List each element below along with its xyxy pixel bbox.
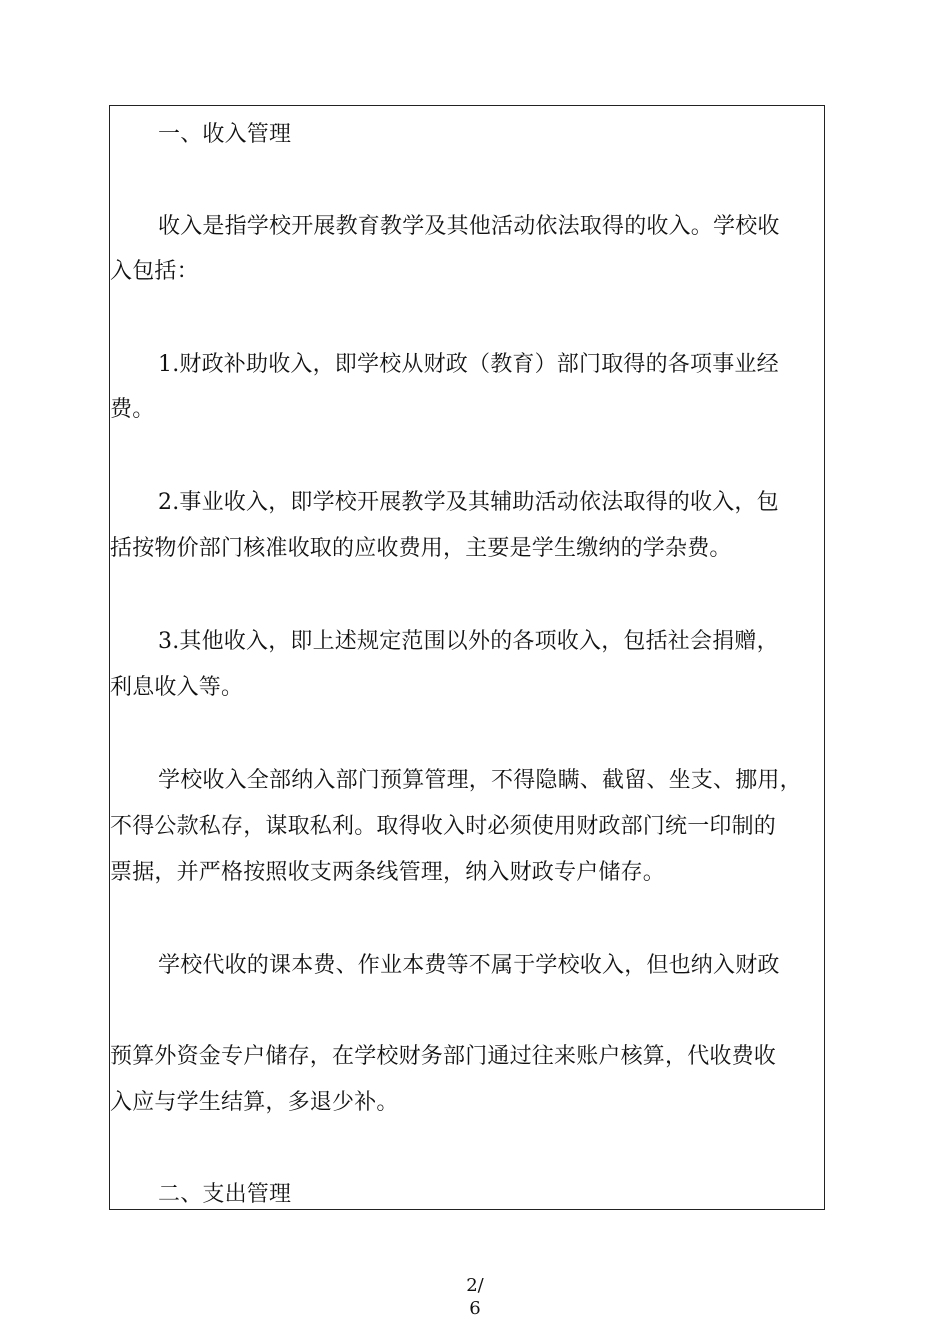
heading-income-management: 一、收入管理 bbox=[158, 122, 292, 147]
paragraph-line: 括按物价部门核准收取的应收费用，主要是学生缴纳的学杂费。 bbox=[110, 536, 732, 561]
page-number: 2/ bbox=[466, 1275, 484, 1296]
paragraph-line: 学校代收的课本费、作业本费等不属于学校收入，但也纳入财政 bbox=[158, 953, 780, 978]
paragraph-line: 学校收入全部纳入部门预算管理，不得隐瞒、截留、坐支、挪用， bbox=[158, 768, 802, 793]
paragraph-line: 不得公款私存，谋取私利。取得收入时必须使用财政部门统一印制的 bbox=[110, 814, 777, 839]
paragraph-line: 票据，并严格按照收支两条线管理，纳入财政专户储存。 bbox=[110, 860, 666, 885]
paragraph-line: 利息收入等。 bbox=[110, 675, 244, 700]
heading-expenditure-management: 二、支出管理 bbox=[158, 1182, 292, 1207]
paragraph-line: 1.财政补助收入，即学校从财政（教育）部门取得的各项事业经 bbox=[158, 352, 779, 377]
paragraph-line: 费。 bbox=[110, 397, 155, 422]
paragraph-line: 入应与学生结算，多退少补。 bbox=[110, 1090, 399, 1115]
paragraph-line: 收入是指学校开展教育教学及其他活动依法取得的收入。学校收 bbox=[158, 214, 780, 239]
paragraph-line: 入包括： bbox=[110, 259, 199, 284]
paragraph-line: 2.事业收入，即学校开展教学及其辅助活动依法取得的收入，包 bbox=[158, 490, 779, 515]
paragraph-line: 预算外资金专户储存，在学校财务部门通过往来账户核算，代收费收 bbox=[110, 1044, 777, 1069]
page-total: 6 bbox=[469, 1298, 481, 1319]
paragraph-line: 3.其他收入，即上述规定范围以外的各项收入，包括社会捐赠， bbox=[158, 629, 779, 654]
